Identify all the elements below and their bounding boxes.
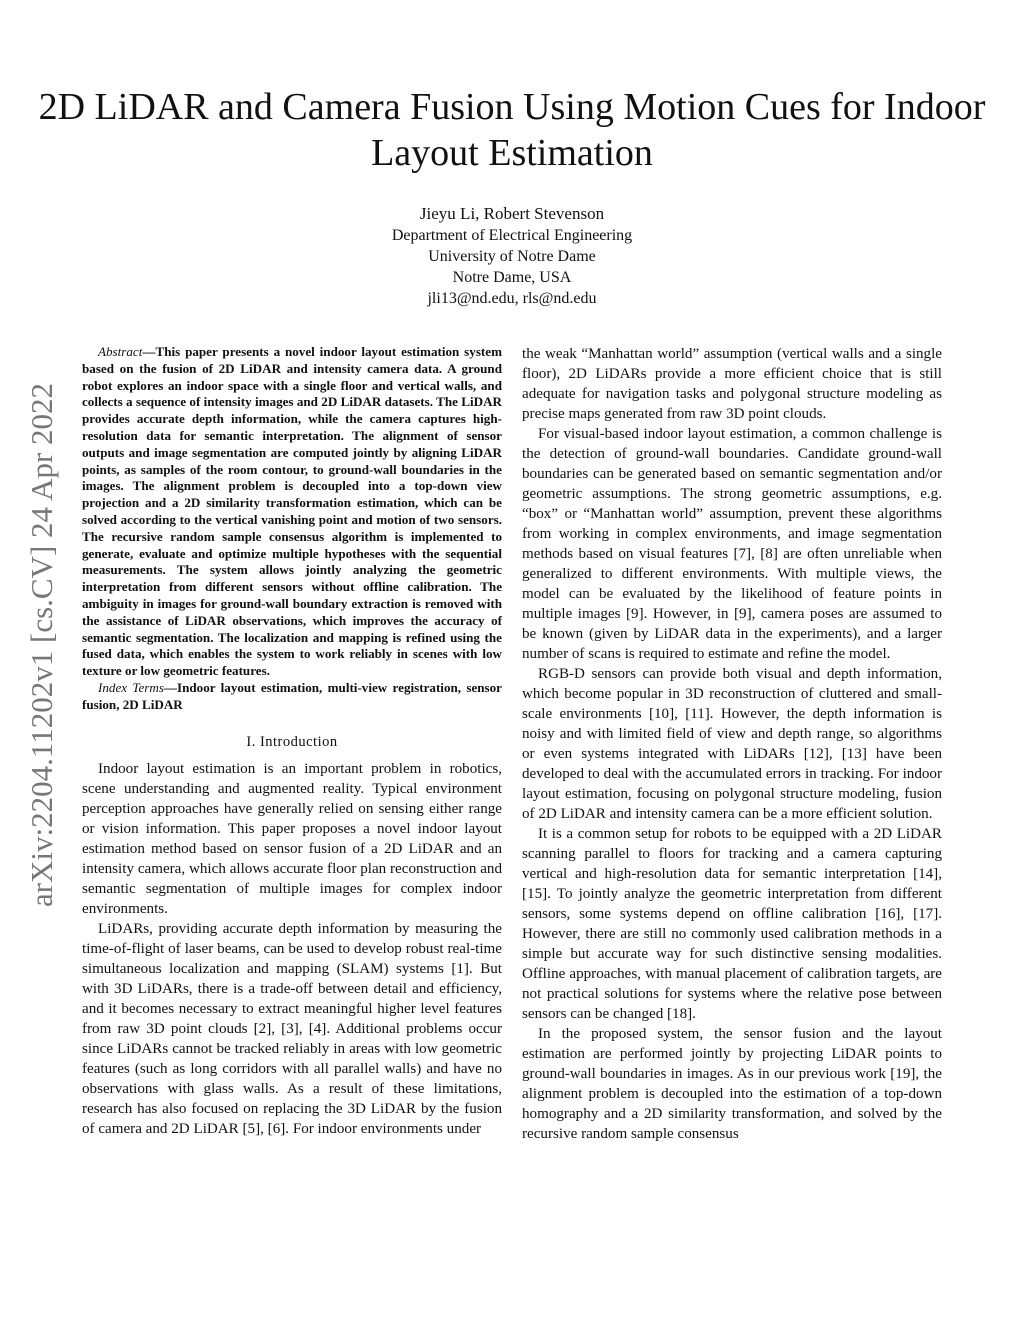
paragraph: LiDARs, providing accurate depth information by measuring the time-of-flight of laser beams, can be used to develop robust real-time simultaneous localization and mapping (SLAM) systems [1]. But with 3D LiDARs, there is a trade-off between detail and efficiency, and it becomes necessary to extract meaningful higher level features from raw 3D point clouds [2], [3], [4]. Additional problems occur since LiDARs cannot be tracked reliably in areas with low geometric features (such as long corridors with all parallel walls) and have no observations with glass walls. As a result of these limitations, research has also focused on replacing the 3D LiDAR by the fusion of camera and 2D LiDAR [5], [6]. For indoor environments under — [82, 920, 502, 1137]
paragraph: RGB-D sensors can provide both visual and depth information, which become popular in 3D reconstruction of cluttered and small-scale environments [10], [11]. However, the depth information is noisy and with limited field of view and depth range, so algorithms or even systems integrated with LiDARs [12], [13] have been developed to deal with the accumulated errors in tracking. For indoor layout estimation, focusing on polygonal structure modeling, fusion of 2D LiDAR and intensity camera can be a more efficient solution. — [522, 666, 942, 822]
paragraph: In the proposed system, the sensor fusion and the layout estimation are performed jointly by projecting LiDAR points to ground-wall boundaries in images. As in our previous work [19], the alignment problem is decoupled into the estimation of a top-down homography and a 2D similarity transformation, and solved by the recursive random sample consensus — [522, 1026, 942, 1142]
paragraph: For visual-based indoor layout estimation, a common challenge is the detection of ground-wall boundaries. Candidate ground-wall boundaries can be generated based on semantic segmentation and/or geometric assumptions. The strong geometric assumptions, e.g. “box” or “Manhattan world” assumption, prevent these algorithms from working in complex environments, and image segmentation methods based on visual features [7], [8] are often unreliable when generalized to different environments. With multiple views, the model can be evaluated by the likelihood of feature points in multiple images [9]. However, in [9], camera poses are assumed to be known (given by LiDAR data in the experiments), and a larger number of scans is required to estimate and refine the model. — [522, 426, 942, 662]
abstract-label: Abstract — [98, 344, 143, 359]
department: Department of Electrical Engineering — [391, 227, 633, 244]
section-heading: I. Introduction — [246, 733, 338, 750]
location: Notre Dame, USA — [452, 269, 572, 286]
index-terms-text: —Indoor layout estimation, multi-view registration, sensor fusion, 2D LiDAR — [82, 679, 502, 712]
paper-title: 2D LiDAR and Camera Fusion Using Motion Cues for Indoor Layout Estimation — [38, 86, 986, 174]
left-column — [82, 344, 502, 1139]
right-column — [522, 344, 942, 1144]
arxiv-stamp: arXiv:2204.11202v1 [cs.CV] 24 Apr 2022 — [24, 382, 59, 908]
university: University of Notre Dame — [428, 248, 596, 265]
paragraph: It is a common setup for robots to be equipped with a 2D LiDAR scanning parallel to floors for tracking and a camera capturing vertical and high-resolution data for semantic interpretation [14], [15]. To jointly analyze the geometric interpretation from different sensors, some systems depend on offline calibration [16], [17]. However, there are still no commonly used calibration methods in a simple but accurate way for such distinctive sensing modalities. Offline approaches, with manual placement of calibration targets, are not practical solutions for systems where the relative pose between sensors can be changed [18]. — [522, 826, 942, 1022]
emails: jli13@nd.edu, rls@nd.edu — [427, 290, 597, 307]
abstract — [82, 344, 502, 680]
index-terms-label: Index Terms — [98, 679, 164, 695]
abstract-text: —This paper presents a novel indoor layout estimation system based on the fusion of 2D LiDAR and intensity camera data. A ground robot explores an indoor space with a single floor and vertical walls, and collects a sequence of intensity images and 2D LiDAR datasets. The LiDAR provides accurate depth information, while the camera captures high-resolution data for semantic interpretation. The alignment of sensor outputs and image segmentation are computed jointly by aligning LiDAR points, as samples of the room contour, to ground-wall boundaries in the images. The alignment problem is decoupled into a top-down view projection and a 2D similarity transformation estimation, which can be solved according to the vertical vanishing point and motion of two sensors. The recursive random sample consensus algorithm is implemented to generate, evaluate and optimize multiple hypotheses with the sequential measurements. The system allows jointly analyzing the geometric interpretation from different sensors without offline calibration. The ambiguity in images for ground-wall boundary extraction is removed with the assistance of LiDAR observations, which improves the accuracy of semantic segmentation. The localization and mapping is refined using the fused data, which enables the system to work reliably in scenes with low texture or low geometric features. — [82, 344, 502, 679]
paragraph-continued: the weak “Manhattan world” assumption (vertical walls and a single floor), 2D LiDARs provide a more efficient choice that is still adequate for navigation tasks and polygonal structure modeling as precise maps generated from raw 3D point clouds. — [522, 346, 942, 422]
index-terms — [82, 680, 502, 714]
paragraph: Indoor layout estimation is an important problem in robotics, scene understanding and augmented reality. Typical environment perception approaches have generally relied on sensing either range or vision information. This paper proposes a novel indoor layout estimation method based on sensor fusion of a 2D LiDAR and an intensity camera, which allows accurate floor plan reconstruction and semantic segmentation of multiple images for complex indoor environments. — [82, 760, 502, 917]
author-block — [0, 203, 1024, 309]
author-names: Jieyu Li, Robert Stevenson — [419, 204, 605, 223]
